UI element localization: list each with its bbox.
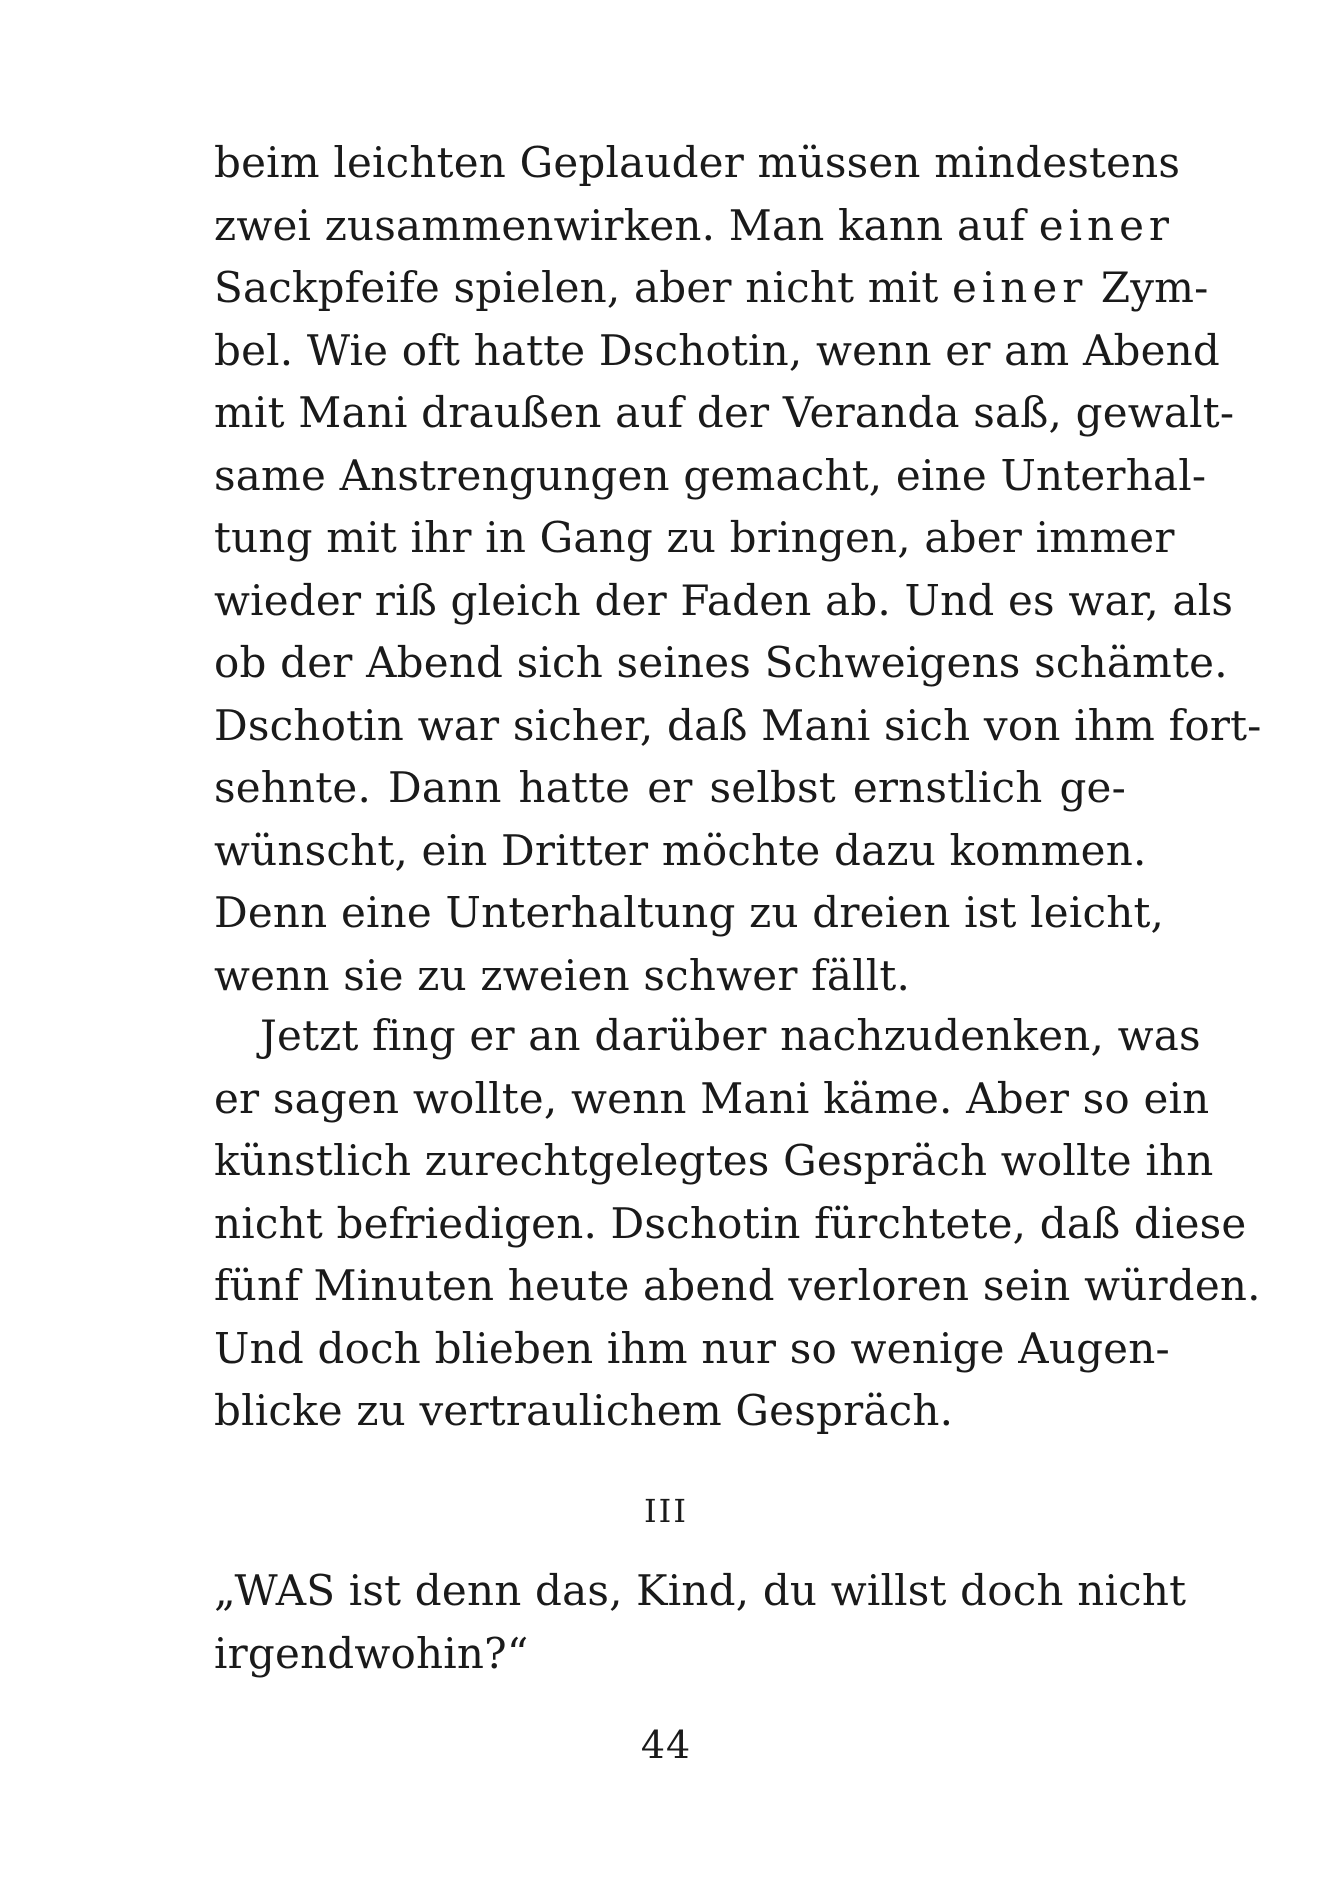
text-line: Jetzt fing er an darüber nachzudenken, was (260, 1011, 1201, 1060)
text-line: Denn eine Unterhaltung zu dreien ist leicht, (214, 888, 1165, 937)
text-line: fünf Minuten heute abend verloren sein würden. (214, 1261, 1261, 1310)
page-number: 44 (640, 1723, 692, 1767)
text-line: wieder riß gleich der Faden ab. Und es war, als (214, 575, 1234, 625)
paragraph (214, 1005, 1261, 1443)
text-line: mit Mani draußen auf der Veranda saß, gewalt- (214, 388, 1235, 437)
section-heading: III (644, 1492, 688, 1530)
text-line: beim leichten Geplauder müssen mindestens (214, 138, 1181, 187)
text-segment: Sackpfeife spielen, aber nicht mit (214, 263, 953, 312)
paragraph (214, 132, 1262, 1007)
text-segment: zwei zusammenwirken. Man kann auf (214, 200, 1039, 250)
text-line: er sagen wollte, wenn Mani käme. Aber so ein (214, 1073, 1210, 1123)
text-line: blicke zu vertraulichem Gespräch. (214, 1386, 954, 1435)
text-line: wünscht, ein Dritter möchte dazu kommen. (214, 825, 1147, 875)
text-line (214, 195, 1175, 258)
emphasized-word: einer (952, 263, 1088, 312)
text-line: same Anstrengungen gemacht, eine Unterhal- (214, 450, 1207, 500)
text-line: Dschotin war sicher, daß Mani sich von ihm fort- (214, 700, 1262, 750)
text-line: Und doch blieben ihm nur so wenige Augen- (214, 1323, 1170, 1373)
text-line: sehnte. Dann hatte er selbst ernstlich ge- (214, 763, 1126, 812)
text-line: künstlich zurechtgelegtes Gespräch wollte ihn (214, 1136, 1214, 1185)
emphasized-word: einer (1038, 200, 1175, 250)
text-line: irgendwohin?“ (214, 1628, 529, 1678)
text-line (214, 257, 1209, 320)
text-line: „WAS ist denn das, Kind, du willst doch nicht (214, 1566, 1187, 1615)
text-line: wenn sie zu zweien schwer fällt. (214, 950, 911, 1000)
paragraph (214, 1560, 1187, 1685)
text-line: bel. Wie oft hatte Dschotin, wenn er am Abend (214, 325, 1220, 375)
text-line: ob der Abend sich seines Schweigens schämte. (214, 638, 1228, 687)
text-line: tung mit ihr in Gang zu bringen, aber immer (214, 513, 1175, 562)
text-line: nicht befriedigen. Dschotin fürchtete, daß diese (214, 1198, 1247, 1248)
text-segment: Zym- (1087, 263, 1209, 312)
